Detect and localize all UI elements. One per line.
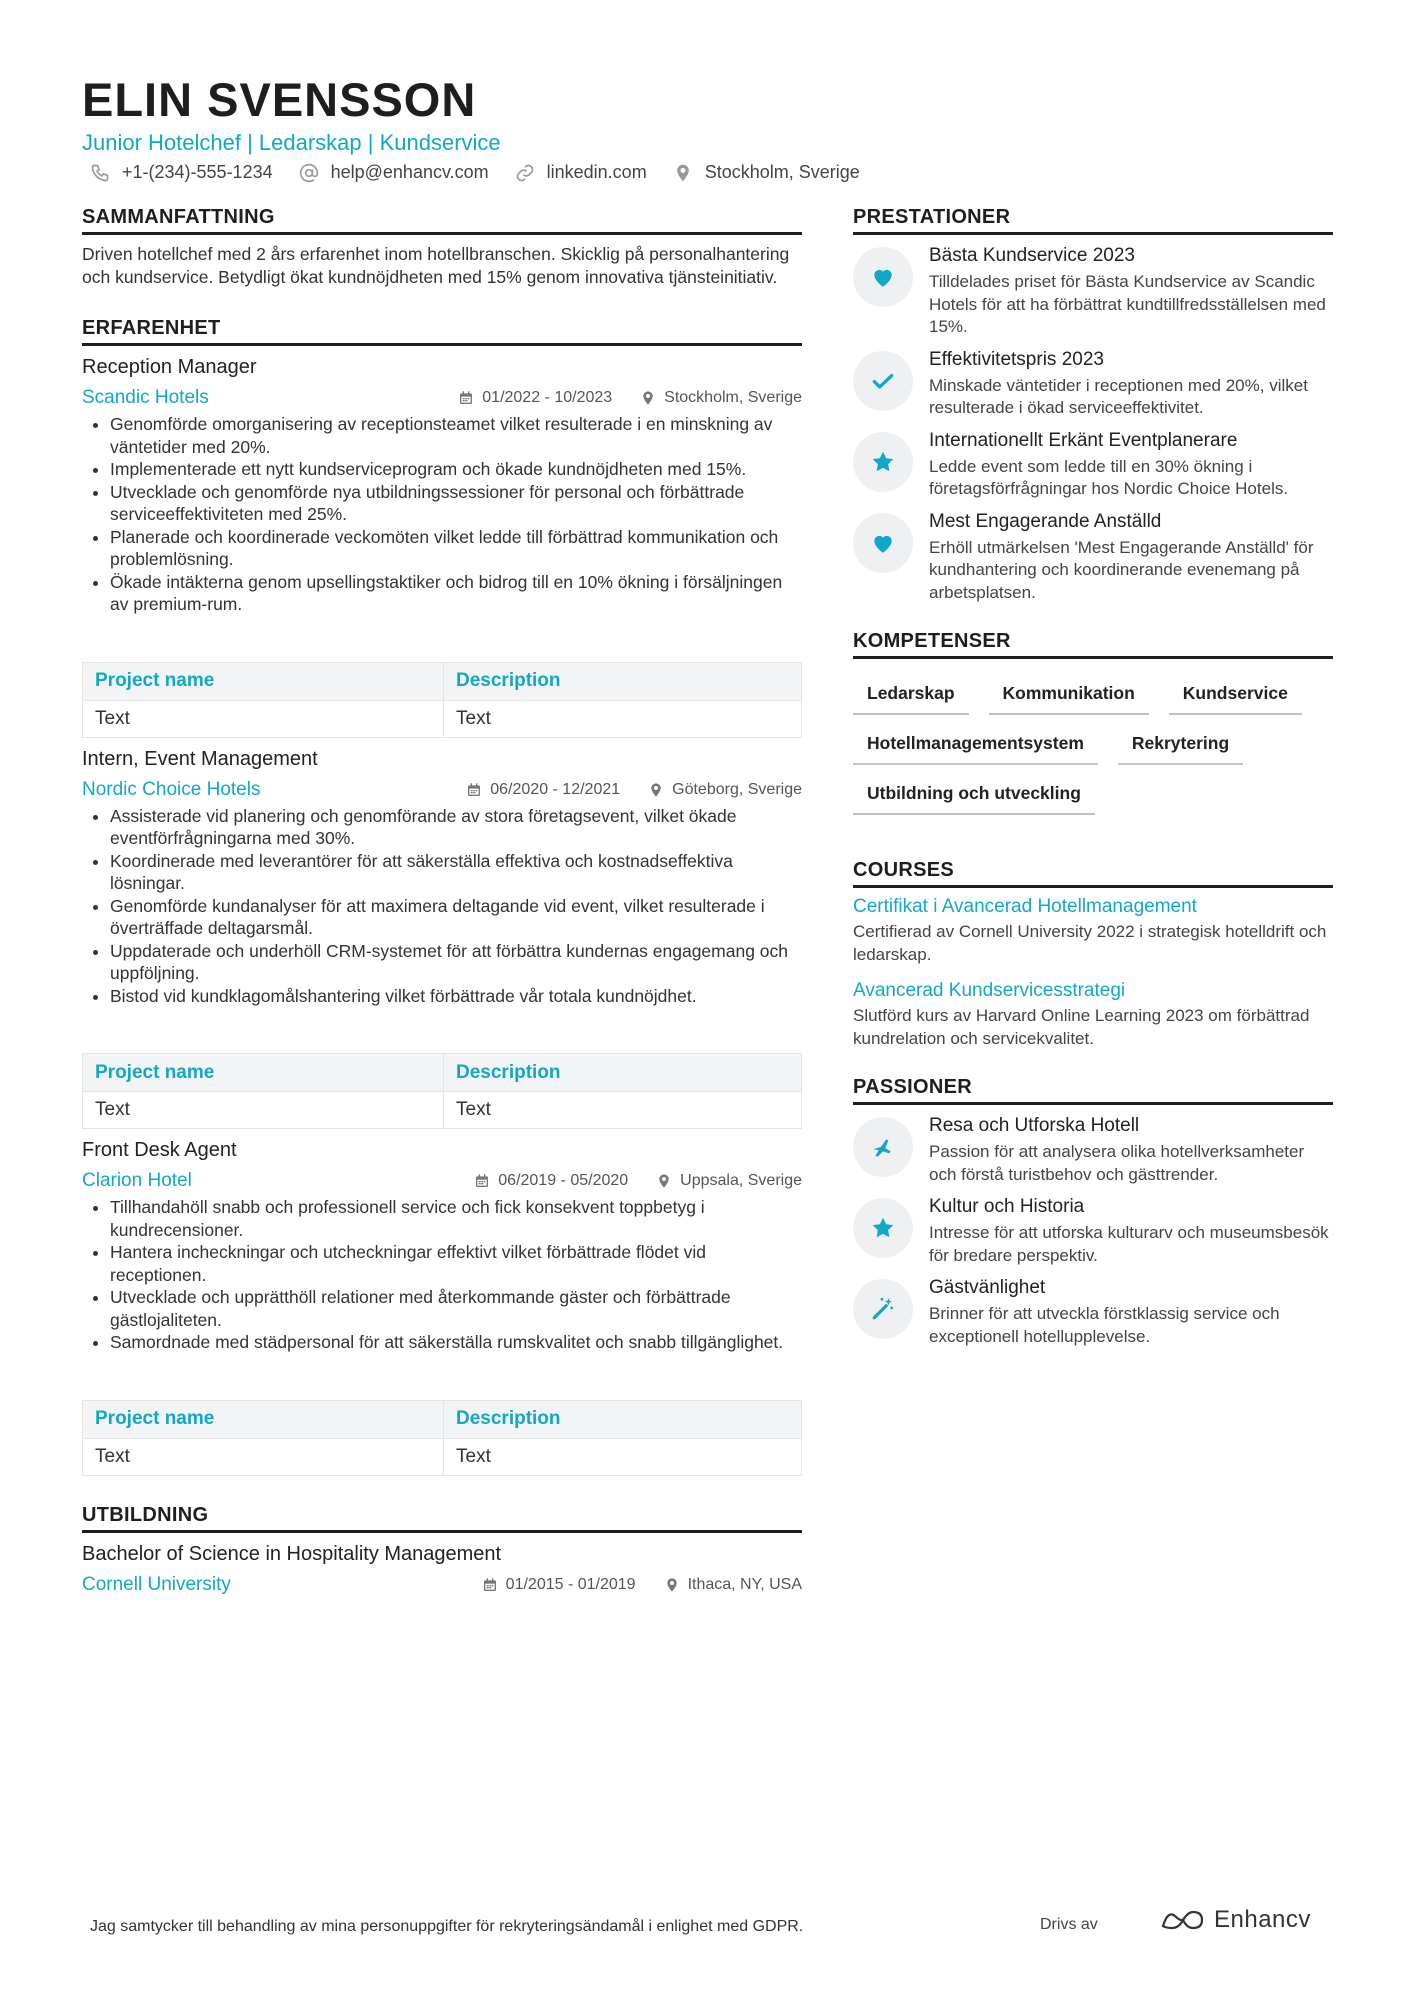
passion-desc: Intresse för att utforska kulturarv och museumsbesök för bredare perspektiv. <box>929 1223 1329 1265</box>
magic-wand-icon <box>870 1296 896 1322</box>
job-meta <box>466 781 802 799</box>
location-text: Stockholm, Sverige <box>704 162 860 182</box>
job-title: Front Desk Agent <box>82 1139 237 1161</box>
contact-bar <box>90 162 886 183</box>
table-cell: Text <box>83 700 444 737</box>
job-location: Göteborg, Sverige <box>672 780 802 798</box>
heart-icon <box>870 530 896 556</box>
contact-location <box>673 162 860 183</box>
star-icon <box>870 449 896 475</box>
company-name[interactable]: Scandic Hotels <box>82 387 209 408</box>
job-bullets <box>82 1196 802 1354</box>
calendar-icon <box>482 1577 498 1593</box>
candidate-name: ELIN SVENSSON <box>82 73 477 126</box>
education-dates: 01/2015 - 01/2019 <box>505 1575 636 1593</box>
achievement-item <box>853 430 1333 501</box>
calendar-icon <box>466 782 482 798</box>
course-desc: Certifierad av Cornell University 2022 i strategisk hotelldrift och ledarskap. <box>853 922 1327 964</box>
table-cell: Text <box>444 1438 802 1475</box>
table-row <box>83 1092 802 1129</box>
achievement-item <box>853 245 1333 339</box>
achievement-desc: Tilldelades priset för Bästa Kundservice av Scandic Hotels för att ha förbättrat kundtillfredsställelsen med 15%. <box>929 272 1326 336</box>
bullet-item: • Utvecklade och upprätthöll relationer med återkommande gäster och förbättrade gästlojaliteten. <box>110 1286 802 1331</box>
job-entry <box>82 748 802 1130</box>
experience-section <box>82 317 802 1476</box>
gdpr-consent: Jag samtycker till behandling av mina personuppgifter för rekryteringsändamål i enlighet med GDPR. <box>90 1918 804 1935</box>
company-name[interactable]: Clarion Hotel <box>82 1170 192 1191</box>
table-row <box>83 1438 802 1475</box>
achievement-item <box>853 511 1333 605</box>
contact-phone <box>90 162 273 183</box>
courses-section <box>853 859 1333 1050</box>
passion-title: Resa och Utforska Hotell <box>929 1115 1140 1136</box>
achievement-title: Internationellt Erkänt Eventplanerare <box>929 429 1238 451</box>
skills-list <box>853 665 1333 815</box>
table-row <box>83 700 802 737</box>
bullet-item: • Koordinerade med leverantörer för att säkerställa effektiva och kostnadseffektiva lösningar. <box>110 850 802 895</box>
email-text[interactable]: help@enhancv.com <box>330 162 489 182</box>
bullet-item: • Hantera incheckningar och utcheckningar effektivt vilket förbättrade flödet vid receptionen. <box>110 1241 802 1286</box>
job-bullets <box>82 413 802 616</box>
project-table <box>82 1400 802 1476</box>
table-cell: Text <box>83 1438 444 1475</box>
right-column <box>853 206 1333 1348</box>
bullet-item: • Samordnade med städpersonal för att säkerställa rumskvalitet och snabb tillgänglighet. <box>110 1331 802 1354</box>
skills-heading: KOMPETENSER <box>853 630 1333 659</box>
linkedin-text[interactable]: linkedin.com <box>546 162 647 182</box>
education-meta-row <box>82 1574 802 1596</box>
location-pin-icon <box>648 782 664 798</box>
achievements-section <box>853 206 1333 604</box>
degree-title: Bachelor of Science in Hospitality Management <box>82 1542 502 1565</box>
table-header-row <box>83 1054 802 1092</box>
table-header-project: Project name <box>83 662 444 700</box>
table-cell: Text <box>444 1092 802 1129</box>
passion-item <box>853 1277 1333 1348</box>
passion-item <box>853 1115 1333 1186</box>
passion-item <box>853 1196 1333 1267</box>
heart-icon <box>870 264 896 290</box>
headline: Junior Hotelchef | Ledarskap | Kundservice <box>82 130 501 155</box>
table-header-project: Project name <box>83 1400 444 1438</box>
course-title[interactable]: Avancerad Kundservicesstrategi <box>853 980 1126 1001</box>
link-icon <box>515 163 535 183</box>
education-meta <box>482 1576 802 1594</box>
courses-heading: COURSES <box>853 859 1333 888</box>
passion-title: Kultur och Historia <box>929 1196 1085 1217</box>
achievement-title: Effektivitetspris 2023 <box>929 348 1104 370</box>
table-header-description: Description <box>444 1400 802 1438</box>
summary-heading: SAMMANFATTNING <box>82 206 802 235</box>
job-entry <box>82 1139 802 1476</box>
job-meta <box>458 389 802 407</box>
table-cell: Text <box>83 1092 444 1129</box>
job-title: Reception Manager <box>82 356 257 378</box>
job-entry <box>82 356 802 738</box>
phone-icon <box>90 163 110 183</box>
location-pin-icon <box>673 163 693 183</box>
education-section <box>82 1504 802 1596</box>
job-meta-row <box>82 779 802 801</box>
skill-tag: Hotellmanagementsystem <box>853 723 1098 765</box>
job-meta <box>474 1172 802 1190</box>
project-table <box>82 662 802 738</box>
contact-linkedin[interactable] <box>515 162 647 183</box>
bullet-item: • Tillhandahöll snabb och professionell service och fick konsekvent toppbetyg i kundrecensioner. <box>110 1196 802 1241</box>
skill-tag: Kommunikation <box>989 673 1149 715</box>
job-location: Uppsala, Sverige <box>680 1172 802 1189</box>
course-title[interactable]: Certifikat i Avancerad Hotellmanagement <box>853 896 1197 917</box>
skill-tag: Utbildning och utveckling <box>853 773 1095 815</box>
achievement-desc: Erhöll utmärkelsen 'Mest Engagerande Anställd' för kundhantering och koordinerande evenemang på arbetsplatsen. <box>929 537 1314 602</box>
bullet-item: • Ökade intäkterna genom upsellingstaktiker och bidrog till en 10% ökning i försäljningen av premium-rum. <box>110 571 802 616</box>
table-header-description: Description <box>444 1054 802 1092</box>
job-title: Intern, Event Management <box>82 747 318 770</box>
location-pin-icon <box>664 1577 680 1593</box>
table-header-row <box>83 662 802 700</box>
job-dates: 06/2020 - 12/2021 <box>490 780 621 798</box>
job-location: Stockholm, Sverige <box>664 389 802 406</box>
job-meta-row <box>82 387 802 409</box>
job-bullets <box>82 805 802 1008</box>
contact-email[interactable] <box>299 162 489 183</box>
skill-tag: Rekrytering <box>1118 723 1243 765</box>
check-icon <box>870 368 896 394</box>
achievement-desc: Ledde event som ledde till en 30% ökning i företagsförfrågningar hos Nordic Choice Hotels. <box>929 456 1289 498</box>
brand-name: Enhancv <box>1214 1906 1311 1933</box>
company-name[interactable]: Nordic Choice Hotels <box>82 778 261 800</box>
calendar-icon <box>474 1173 490 1189</box>
at-icon <box>299 163 319 183</box>
left-column <box>82 206 802 1596</box>
table-cell: Text <box>444 700 802 737</box>
table-header-description: Description <box>444 662 802 700</box>
project-table <box>82 1053 802 1129</box>
calendar-icon <box>458 390 474 406</box>
bullet-item: • Planerade och koordinerade veckomöten vilket ledde till förbättrad kommunikation och problemlösning. <box>110 526 802 571</box>
skill-tag: Kundservice <box>1169 673 1302 715</box>
achievements-heading: PRESTATIONER <box>853 206 1333 235</box>
passion-desc: Passion för att analysera olika hotellverksamheter och förstå turistbehov och gästtrender. <box>929 1142 1305 1184</box>
passions-heading: PASSIONER <box>853 1076 1333 1105</box>
table-header-project: Project name <box>83 1054 444 1092</box>
job-meta-row <box>82 1170 802 1192</box>
summary-text: Driven hotellchef med 2 års erfarenhet inom hotellbranschen. Skicklig på personalhantering och kundservice. Betydligt ökat kundnöjdheten med 15% genom innovativa tjänsteinitiativ. <box>82 244 790 287</box>
achievement-title: Mest Engagerande Anställd <box>929 510 1162 532</box>
bullet-item: • Utvecklade och genomförde nya utbildningssessioner för personal och förbättrade serviceeffektiviteten med 25%. <box>110 481 802 526</box>
bullet-item: • Uppdaterade och underhöll CRM-systemet för att förbättra kundernas engagemang och uppföljning. <box>110 940 802 985</box>
experience-heading: ERFARENHET <box>82 317 802 346</box>
enhancv-logo[interactable] <box>1160 1906 1311 1934</box>
passions-section <box>853 1076 1333 1348</box>
bullet-item: • Bistod vid kundklagomålshantering vilket förbättrade vår totala kundnöjdhet. <box>110 985 802 1008</box>
summary-section <box>82 206 802 289</box>
bullet-item: • Assisterade vid planering och genomförande av stora företagsevent, vilket ökade eventförfrågningarna med 30%. <box>110 805 802 850</box>
passion-desc: Brinner för att utveckla förstklassig service och exceptionell hotellupplevelse. <box>929 1304 1280 1346</box>
bullet-item: • Genomförde omorganisering av receptionsteamet vilket resulterade i en minskning av väntetider med 20%. <box>110 413 802 458</box>
star-icon <box>870 1215 896 1241</box>
powered-by-label: Drivs av <box>1040 1916 1098 1933</box>
education-location: Ithaca, NY, USA <box>687 1575 802 1593</box>
location-pin-icon <box>656 1173 672 1189</box>
phone-text: +1-(234)-555-1234 <box>122 162 273 182</box>
job-dates: 01/2022 - 10/2023 <box>482 389 613 406</box>
passion-title: Gästvänlighet <box>929 1277 1046 1298</box>
achievement-desc: Minskade väntetider i receptionen med 20%, vilket resulterade i ökad serviceeffektivitet. <box>929 375 1308 417</box>
skill-tag: Ledarskap <box>853 673 969 715</box>
plane-icon <box>870 1134 896 1160</box>
bullet-item: • Implementerade ett nytt kundserviceprogram och ökade kundnöjdheten med 15%. <box>110 458 802 481</box>
school-name[interactable]: Cornell University <box>82 1573 231 1595</box>
enhancv-logo-icon <box>1160 1906 1206 1934</box>
achievement-item <box>853 349 1333 420</box>
table-header-row <box>83 1400 802 1438</box>
achievement-title: Bästa Kundservice 2023 <box>929 245 1135 266</box>
bullet-item: • Genomförde kundanalyser för att maximera deltagande vid event, vilket resulterade i överträffade deltagarsmål. <box>110 895 802 940</box>
education-heading: UTBILDNING <box>82 1504 802 1533</box>
skills-section <box>853 630 1333 815</box>
location-pin-icon <box>640 390 656 406</box>
course-desc: Slutförd kurs av Harvard Online Learning 2023 om förbättrad kundrelation och servicekvalitet. <box>853 1006 1310 1048</box>
job-dates: 06/2019 - 05/2020 <box>498 1172 629 1189</box>
